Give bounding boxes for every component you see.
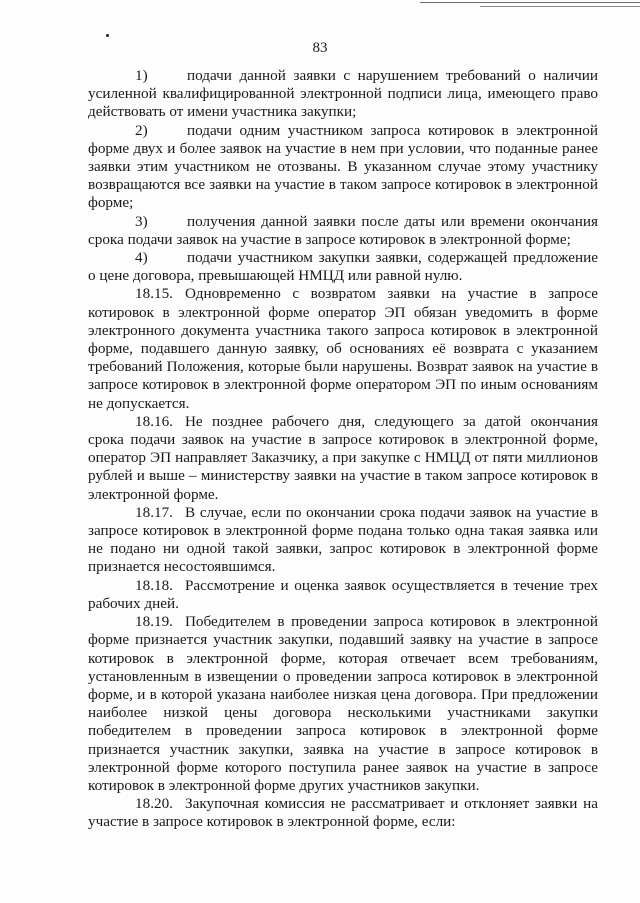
item-number: 1) — [135, 67, 148, 84]
item-text: получения данной заявки после даты или времени окончания срока подачи заявок на участие в запросе котировок в электронной форме; — [88, 212, 598, 248]
clause-text: Не позднее рабочего дня, следующего за датой окончания срока подачи заявок на участие в запросе котировок в электронной форме, оператор ЭП направляет Заказчику, а при закупке с НМЦД от пяти миллионов рублей и выше – министерству заявки на участие в таком запросе котировок в электронной форме. — [88, 412, 598, 503]
list-item — [88, 122, 598, 213]
page-number: 83 — [312, 40, 328, 56]
clause-number: 18.18. — [135, 576, 173, 594]
item-text: подачи участником закупки заявки, содержащей предложение о цене договора, превышающей НМЦД или равной нулю. — [88, 249, 598, 285]
clause-paragraph — [88, 577, 598, 613]
clause-text: Закупочная комиссия не рассматривает и отклоняет заявки на участие в запросе котировок в электронной форме, если: — [88, 795, 598, 831]
clause-number: 18.15. — [135, 285, 173, 303]
list-item — [88, 249, 598, 285]
clause-text: Одновременно с возвратом заявки на участие в запросе котировок в электронной форме оператор ЭП обязан уведомить в форме электронного документа участника такого запроса котировок в электронной форме, подавшего данную заявку, об основаниях её возврата с указанием требований Положения, которые были нарушены. Возврат заявок на участие в запросе котировок в электронной форме оператором ЭП по иным основаниям не допускается. — [88, 285, 598, 412]
list-item — [88, 213, 598, 249]
item-text: подачи данной заявки с нарушением требований о наличии усиленной квалифицированной электронной подписи лица, имеющего право действовать от имени участника закупки; — [88, 67, 598, 121]
scan-speck — [106, 34, 109, 37]
clause-number: 18.19. — [135, 613, 173, 631]
clause-paragraph — [88, 504, 598, 577]
document-body — [88, 67, 598, 832]
clause-text: В случае, если по окончании срока подачи заявок на участие в запросе котировок в электронной форме подана только одна такая заявка или не подано ни одной такой заявки, запрос котировок в электронной форме признается несостоявшимся. — [88, 503, 598, 576]
clause-paragraph — [88, 285, 598, 412]
clause-number: 18.17. — [135, 503, 173, 521]
clause-number: 18.16. — [135, 412, 173, 430]
clause-text: Победителем в проведении запроса котировок в электронной форме признается участник закупки, подавший заявку на участие в запросе котировок в электронной форме, которая отвечает всем требованиям, установленным в извещении о проведении запроса котировок в электронной форме, и в которой указана наиболее низкая цена договора. При предложении наиболее низкой цены договора несколькими участниками закупки победителем в проведении запроса котировок в электронной форме признается участник закупки, заявка на участие в запросе котировок в электронной форме которого поступила ранее заявок на участие в запросе котировок в электронной форме других участников закупки. — [88, 613, 598, 794]
scan-edge-line — [420, 2, 640, 3]
item-text: подачи одним участником запроса котировок в электронной форме двух и более заявок на участие в нем при условии, что поданные ранее заявки этим участником не отозваны. В указанном случае этому участнику возвращаются все заявки на участие в таком запросе котировок в электронной форме; — [88, 121, 598, 212]
item-number: 3) — [135, 212, 148, 230]
clause-number: 18.20. — [135, 795, 173, 813]
clause-paragraph — [88, 613, 598, 795]
item-number: 4) — [135, 249, 148, 267]
clause-paragraph — [88, 413, 598, 504]
item-number: 2) — [135, 121, 148, 139]
scan-edge-line — [480, 6, 640, 7]
clause-paragraph — [88, 795, 598, 831]
list-item — [88, 67, 598, 122]
clause-text: Рассмотрение и оценка заявок осуществляется в течение трех рабочих дней. — [88, 576, 598, 612]
